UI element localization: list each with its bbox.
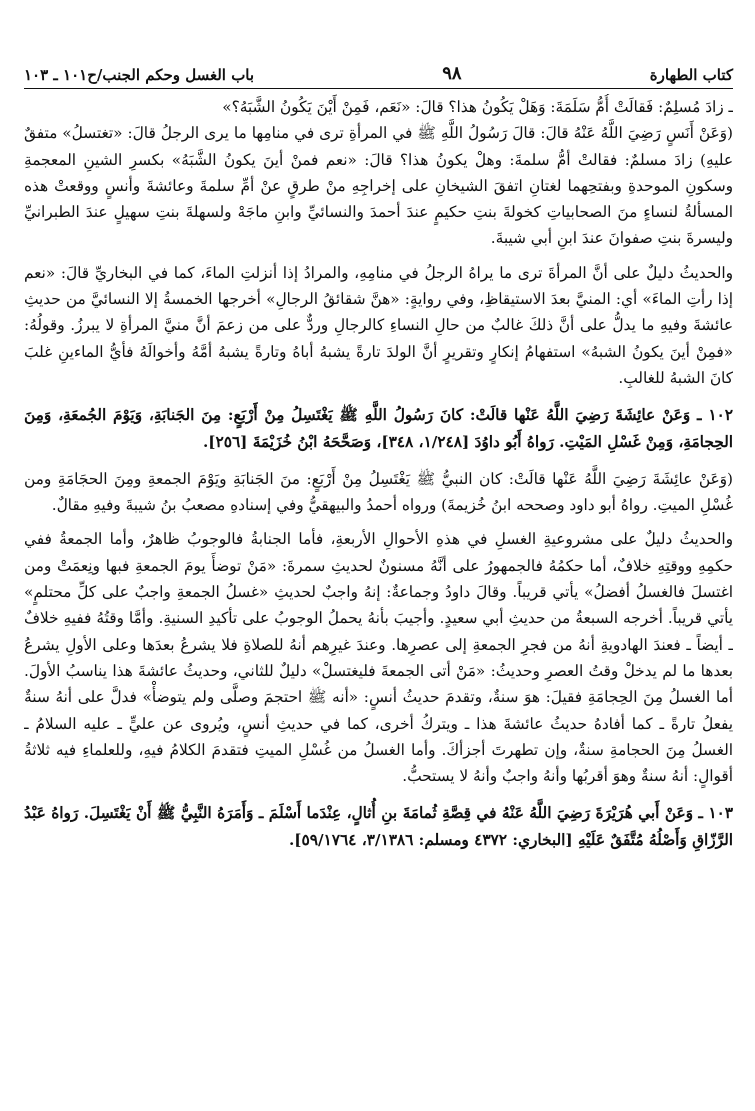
hadith-text: ١٠٢ ـ وَعَنْ عائِشَةَ رَضِيَ اللَّهُ عَنْها قالَتْ: كانَ رَسُولُ اللَّهِ ﷺ يَغْتَسِلُ مِنْ أَرْبَعٍ: مِنَ الجَنابَةِ، وَيَوْمَ الجُمعَةِ، وَمِنَ الحِجامَةِ، وَمِنْ غَسْلِ المَيْتِ. رَواهُ أَبُو داوُدَ [١/٢٤٨، ٣٤٨]، وَصَحَّحَهُ ابْنُ خُزَيْمَةَ [٢٥٦]. — [24, 406, 733, 451]
page-number: ٩٨ — [442, 63, 462, 84]
commentary-paragraph: ـ زادَ مُسلِمٌ: فَقالَتْ أُمُّ سَلَمَةَ: وَهَلْ يَكُونُ هذا؟ قالَ: «نَعَم، فَمِنْ أَيْنَ يَكُونُ الشَّبَهُ؟» — [222, 98, 733, 116]
book-title: كتاب الطهارة — [649, 66, 733, 84]
commentary-paragraph: (وَعَنْ عائِشَةَ رَضِيَ اللَّهُ عَنْها قالَتْ: كان النبيُّ ﷺ يَغْتَسِلُ مِنْ أَرْبَعٍ: منَ الجَنابَةِ ويَوْمَ الجمعةِ ومِنَ الحجَامَةِ ومن غُسْلِ الميتِ. رواهُ أبو داود وصححه ابنُ خُزيمةَ) ورواه أحمدُ والبيهقيُّ وفي إسنادهِ مصعبُ بنُ شيبةَ وفيهِ مقالٌ. — [24, 469, 733, 515]
paragraph-spacer — [24, 789, 733, 800]
commentary-paragraph: والحديثُ دليلٌ على مشروعيةِ الغسلِ في هذهِ الأحوالِ الأربعةِ، فأما الجنابةُ فالوجوبُ ظاهرٌ، وأما الجمعةُ ففي حكمِهِ ووقتِهِ خلافٌ، أما حكمُهُ فالجمهورُ على أنَّهُ مسنونٌ لحديثِ سمرةَ: «مَنْ توضأَ يومَ الجمعةِ فبها ونِعمَتْ ومن اغتسلَ فالغسلُ أفضلُ» يأتي قريباً. وقالَ داودُ وجماعةٌ: إنهُ واجبٌ لحديثِ «غسلُ الجمعةِ واجبٌ على كلِّ محتلمٍ» يأتي قريباً. أخرجه السبعةُ من حديثِ أبي سعيدٍ. وأجيبَ بأنهُ يحملُ الوجوبُ على تأكيدِ السنيةِ. وأمَّا وقتُهُ ففيهِ خلافٌ ـ أيضاً ـ فعندَ الهادويةِ أنهُ من فجرِ الجمعةِ إلى عصرِها. وعندَ غيرِهم أنهُ للصلاةِ فلا يشرعُ بعدَها وعلى الأولِ يشرعُ بعدها ما لم يدخلْ وقتُ العصرِ وحديثُ: «مَنْ أتى الجمعةَ فليغتسلْ» دليلٌ للثاني، وحديثُ عائشةَ هذا يناسبُ الأولَ. أما الغسلُ مِنَ الحِجامَةِ فقيلَ: هوَ سنةٌ، وتقدمَ حديثُ أنسٍ: «أنه ﷺ احتجمَ وصلَّى ولم يتوضأْ» فدلَّ على أنهُ سنةٌ يفعلُ تارةً ـ كما أفادهُ حديثُ عائشةَ هذا ـ ويتركُ أخرى، كما في حديثِ أنسٍ، ويُروى عن عليٍّ ـ عليه السلامُ ـ الغسلُ مِنَ الحجامةِ سنةٌ، وإن تطهرتَ أجزأكَ. وأما الغسلُ من غُسْلِ الميتِ فتقدمَ الكلامُ فيهِ، وللعلماءِ فيه ثلاثةُ أقوالٍ: أنهُ سنةٌ وهوَ أقربُها وأنهُ واجبٌ وأنهُ لا يستحبُّ. — [24, 530, 733, 786]
commentary-paragraph: والحديثُ دليلٌ على أنَّ المرأةَ ترى ما يراهُ الرجلُ في منامِهِ، والمرادُ إذا أنزلتِ الماءَ، كما في البخاريِّ قالَ: «نعم إذا رأتِ الماءَ» أي: المنيَّ بعدَ الاستيقاظِ، وفي روايةٍ: «هنَّ شقائقُ الرجالِ» أخرجها الخمسةُ إلا النسائيَّ من حديثِ عائشةَ وفيهِ ما يدلُّ على أنَّ ذلكَ غالبٌ من حالِ النساءِ كالرجالِ وردٌّ على من زعمَ أنَّ منيَّ المرأةِ لا يبرزُ. وقولُهُ: «فمِنْ أينَ يكونُ الشبهُ» استفهامُ إنكارٍ وتقريرٍ أنَّ الولدَ تارةً يشبهُ أباهُ وتارةً يشبهُ أمَّهُ وأخوالَهُ فأيُّ الماءينِ غلبَ كانَ الشبهُ للغالبِ. — [24, 263, 733, 387]
paragraph-spacer — [24, 391, 733, 402]
page-header — [24, 58, 733, 89]
paragraph-spacer — [24, 518, 733, 526]
chapter-title: باب الغسل وحكم الجنب/ح١٠١ ـ ١٠٣ — [24, 66, 255, 84]
page-body — [24, 94, 733, 1095]
paragraph-spacer — [24, 455, 733, 466]
commentary-paragraph: (وَعَنْ أَنَسٍ رَضِيَ اللَّهُ عَنْهُ قالَ: قالَ رَسُولُ اللَّهِ ﷺ في المرأةِ ترى في منامِها ما يرى الرجلُ قالَ: «تغتسلُ» متفقٌ عليهِ) زادَ مسلمٌ: فقالتْ أمُّ سلمةَ: وهلْ يكونُ هذا؟ قالَ: «نعم فمنْ أينَ يكونُ الشَّبَهُ» بكسرِ الشينِ المعجمةِ وسكونِ الموحدةِ وبفتحِهما لغتانِ اتفقَ الشيخانِ على إخراجِهِ منْ طرقٍ عنْ أمِّ سلمةَ وعائشةَ وأنسٍ ووقعتْ هذه المسألةُ لنساءٍ منَ الصحابياتِ كخولةَ بنتِ حكيمٍ عندَ أحمدَ والنسائيِّ وابنِ ماجَهْ ولسهلةَ بنتِ سهيلٍ عندَ الطبرانيِّ وليسرةَ بنتِ صفوانَ عندَ ابنِ أبي شيبةَ. — [24, 124, 733, 248]
hadith-text: ١٠٣ ـ وَعَنْ أَبي هُرَيْرَةَ رَضِيَ اللَّهُ عَنْهُ في قِصَّةِ ثُمامَةَ بنِ أُثالٍ، عِنْدَما أَسْلَمَ ـ وَأَمَرَهُ النَّبِيُّ ﷺ أَنْ يَغْتَسِلَ. رَواهُ عَبْدُ الرَّزّاقِ وَأَصْلُهُ مُتَّفَقٌ عَلَيْهِ [البخاري: ٤٣٧٢ ومسلم: ٣/١٣٨٦، ٥٩/١٧٦٤]. — [24, 804, 733, 849]
paragraph-spacer — [24, 252, 733, 260]
